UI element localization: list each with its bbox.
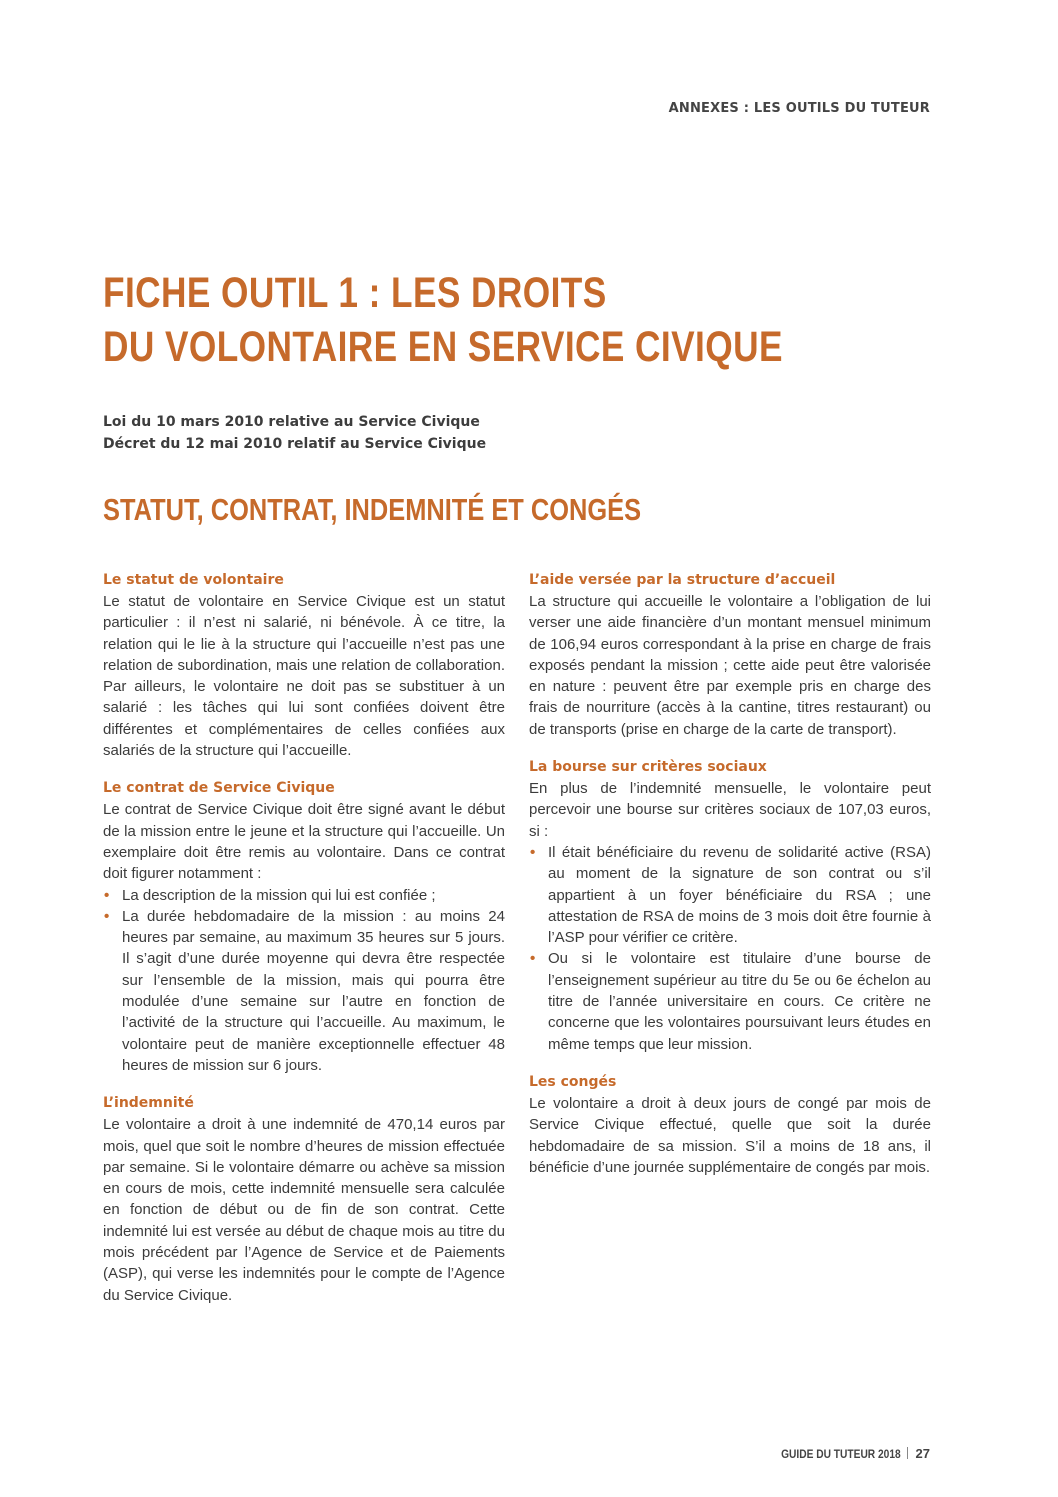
bourse-block	[529, 756, 931, 1055]
page-footer	[760, 1446, 930, 1461]
bullet-icon: •	[104, 907, 110, 925]
footer-divider	[907, 1447, 908, 1459]
page-number: 27	[915, 1446, 930, 1461]
aide-text: La structure qui accueille le volontaire a l’obligation de lui verser une aide financière d’un montant mensuel minimum de 106,94 euros correspondant à la prise en charge de frais exposés pendant la mission ; cette aide peut être valorisée en nature : peuvent être par exemple pris en charge des frais de nourriture (accès à la cantine, titres restaurant) ou de transports (prise en charge de la carte de transport).	[529, 593, 931, 738]
statut-text: Le statut de volontaire en Service Civique est un statut particulier : il n’est ni salarié, ni bénévole. À ce titre, la relation qui le lie à la structure qui l’accueille n’est pas une relation de subordination, mais une relation de collaboration. Par ailleurs, le volontaire ne doit pas se substituer à un salarié : les tâches qui lui sont confiées doivent être différentes et complémentaires de celles confiées aux salariés de la structure qui l’accueille.	[103, 593, 505, 760]
list-item-text: La durée hebdomadaire de la mission : au moins 24 heures par semaine, au maximum 35 heures sur 5 jours. Il s’agit d’une durée moyenne qui devra être respectée sur l’ensemble de la mission, mais qui pourra être modulée d’une semaine sur l’autre en fonction de l’activité de la structure qui l’accueille. Au maximum, le volontaire peut de manière exceptionnelle effectuer 48 heures de mission sur 6 jours.	[122, 907, 505, 1074]
list-item-text: Ou si le volontaire est titulaire d’une bourse de l’enseignement supérieur au titre du 5e ou 6e échelon au titre de l’année universitaire en cours. Ce critère ne concerne que les volontaires poursuivant leurs études en même temps que leur mission.	[548, 950, 931, 1053]
aide-heading: L’aide versée par la structure d’accueil	[529, 572, 836, 588]
contrat-block	[103, 777, 505, 1076]
running-header: ANNEXES : LES OUTILS DU TUTEUR	[668, 101, 930, 116]
conges-block	[529, 1071, 931, 1178]
indemnite-heading: L’indemnité	[103, 1095, 194, 1112]
bourse-text: En plus de l’indemnité mensuelle, le volontaire peut percevoir une bourse sur critères sociaux de 107,03 euros, si :	[529, 780, 931, 840]
page-title-line-2: DU VOLONTAIRE EN SERVICE CIVIQUE	[103, 323, 783, 371]
bourse-heading: La bourse sur critères sociaux	[529, 759, 767, 776]
legal-references	[103, 411, 486, 455]
list-item-text: La description de la mission qui lui est confiée ;	[122, 886, 436, 904]
contrat-bullet-list	[103, 885, 505, 1077]
page-title	[103, 266, 783, 374]
list-item	[529, 948, 931, 1054]
indemnite-block	[103, 1092, 505, 1306]
bullet-icon: •	[530, 843, 536, 861]
left-column	[103, 569, 505, 1322]
reference-decret: Décret du 12 mai 2010 relatif au Service Civique	[103, 436, 487, 452]
conges-heading: Les congés	[529, 1073, 617, 1090]
indemnite-text: Le volontaire a droit à une indemnité de 470,14 euros par mois, quel que soit le nombre d’heures de mission effectuée par semaine. Si le volontaire démarre ou achève sa mission en cours de mois, cette indemnité mensuelle sera calculée en fonction de début ou de fin de son contrat. Cette indemnité lui est versée au début de chaque mois au titre du mois précédent par l’Agence de Service et de Paiements (ASP), qui verse les indemnités pour le compte de l’Agence du Service Civique.	[103, 1116, 505, 1304]
contrat-text: Le contrat de Service Civique doit être signé avant le début de la mission entre le jeune et la structure qui l’accueille. Un exemplaire doit être remis au volontaire. Dans ce contrat doit figurer notamment :	[103, 801, 505, 883]
list-item	[103, 885, 505, 906]
statut-block	[103, 569, 505, 761]
section-title: STATUT, CONTRAT, INDEMNITÉ ET CONGÉS	[103, 492, 642, 527]
aide-block	[529, 569, 931, 740]
page-title-line-1: FICHE OUTIL 1 : LES DROITS	[103, 269, 607, 317]
list-item	[103, 906, 505, 1076]
right-column	[529, 569, 931, 1194]
contrat-heading: Le contrat de Service Civique	[103, 780, 335, 797]
list-item-text: Il était bénéficiaire du revenu de solidarité active (RSA) au moment de la signature de son contrat ou s’il appartient à un foyer bénéficiaire du RSA ; une attestation de RSA de moins de 3 mois doit être fournie à l’ASP pour vérifier ce critère.	[548, 843, 931, 947]
statut-heading: Le statut de volontaire	[103, 572, 284, 588]
reference-loi: Loi du 10 mars 2010 relative au Service Civique	[103, 414, 480, 430]
bourse-bullet-list	[529, 842, 931, 1055]
list-item	[529, 842, 931, 948]
bullet-icon: •	[104, 886, 110, 904]
conges-text: Le volontaire a droit à deux jours de congé par mois de Service Civique effectué, quelle que soit la durée hebdomadaire de sa mission. S’il a moins de 18 ans, il bénéficie d’une journée supplémentaire de congés par mois.	[529, 1094, 931, 1176]
footer-guide-title: GUIDE DU TUTEUR 2018	[780, 1447, 901, 1461]
bullet-icon: •	[530, 950, 536, 968]
